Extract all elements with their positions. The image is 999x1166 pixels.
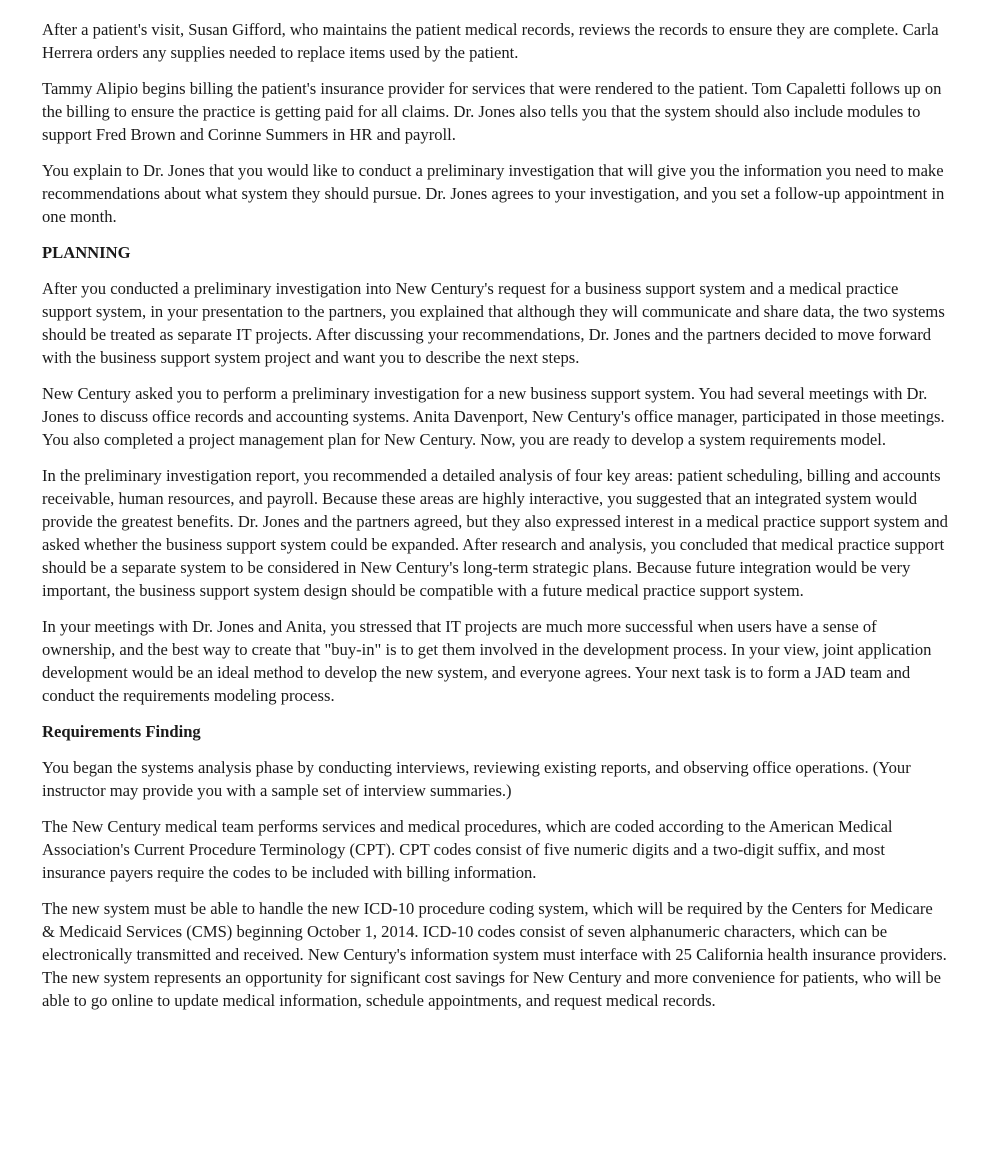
paragraph-analysis-phase: You began the systems analysis phase by conducting interviews, reviewing existing reports, and observing office operations. (Your instructor may provide you with a sample set of interview summaries.): [42, 758, 911, 800]
paragraph-visit-records: After a patient's visit, Susan Gifford, who maintains the patient medical records, reviews the records to ensure they are complete. Carla Herrera orders any supplies needed to replace items used by the patient.: [42, 20, 939, 62]
paragraph-planning-presentation: After you conducted a preliminary investigation into New Century's request for a business support system and a medical practice support system, in your presentation to the partners, you explained that although they will communicate and share data, the two systems should be treated as separate IT projects. After discussing your recommendations, Dr. Jones and the partners decided to move forward with the business support system project and want you to describe the next steps.: [42, 279, 945, 367]
paragraph-jad: In your meetings with Dr. Jones and Anita, you stressed that IT projects are much more successful when users have a sense of ownership, and the best way to create that "buy-in" is to get them involved in the development process. In your view, joint application development would be an ideal method to develop the new system, and everyone agrees. Your next task is to form a JAD team and conduct the requirements modeling process.: [42, 617, 932, 705]
paragraph-investigation: You explain to Dr. Jones that you would like to conduct a preliminary investigation that will give you the information you need to make recommendations about what system they should pursue. Dr. Jones agrees to your investigation, and you set a follow-up appointment in one month.: [42, 161, 945, 226]
paragraph-key-areas: In the preliminary investigation report, you recommended a detailed analysis of four key areas: patient scheduling, billing and accounts receivable, human resources, and payroll. Because these areas are highly interactive, you suggested that an integrated system would provide the greatest benefits. Dr. Jones and the partners agreed, but they also expressed interest in a medical practice support system and asked whether the business support system could be expanded. After research and analysis, you concluded that medical practice support should be a separate system to be considered in New Century's long-term strategic plans. Because future integration would be very important, the business support system design should be compatible with a future medical practice support system.: [42, 466, 948, 600]
heading-planning: PLANNING: [42, 243, 131, 262]
heading-requirements-finding: Requirements Finding: [42, 722, 201, 741]
paragraph-billing: Tammy Alipio begins billing the patient's insurance provider for services that were rendered to the patient. Tom Capaletti follows up on the billing to ensure the practice is getting paid for all claims. Dr. Jones also tells you that the system should also include modules to support Fred Brown and Corinne Summers in HR and payroll.: [42, 79, 942, 144]
paragraph-cpt-codes: The New Century medical team performs services and medical procedures, which are coded according to the American Medical Association's Current Procedure Terminology (CPT). CPT codes consist of five numeric digits and a two-digit suffix, and most insurance payers require the codes to be included with billing information.: [42, 817, 893, 882]
paragraph-business-support: New Century asked you to perform a preliminary investigation for a new business support system. You had several meetings with Dr. Jones to discuss office records and accounting systems. Anita Davenport, New Century's office manager, participated in those meetings. You also completed a project management plan for New Century. Now, you are ready to develop a system requirements model.: [42, 384, 945, 449]
paragraph-icd10: The new system must be able to handle the new ICD-10 procedure coding system, which will be required by the Centers for Medicare & Medicaid Services (CMS) beginning October 1, 2014. ICD-10 codes consist of seven alphanumeric characters, which can be electronically transmitted and received. New Century's information system must interface with 25 California health insurance providers. The new system represents an opportunity for significant cost savings for New Century and more convenience for patients, who will be able to go online to update medical information, schedule appointments, and request medical records.: [42, 899, 947, 1010]
